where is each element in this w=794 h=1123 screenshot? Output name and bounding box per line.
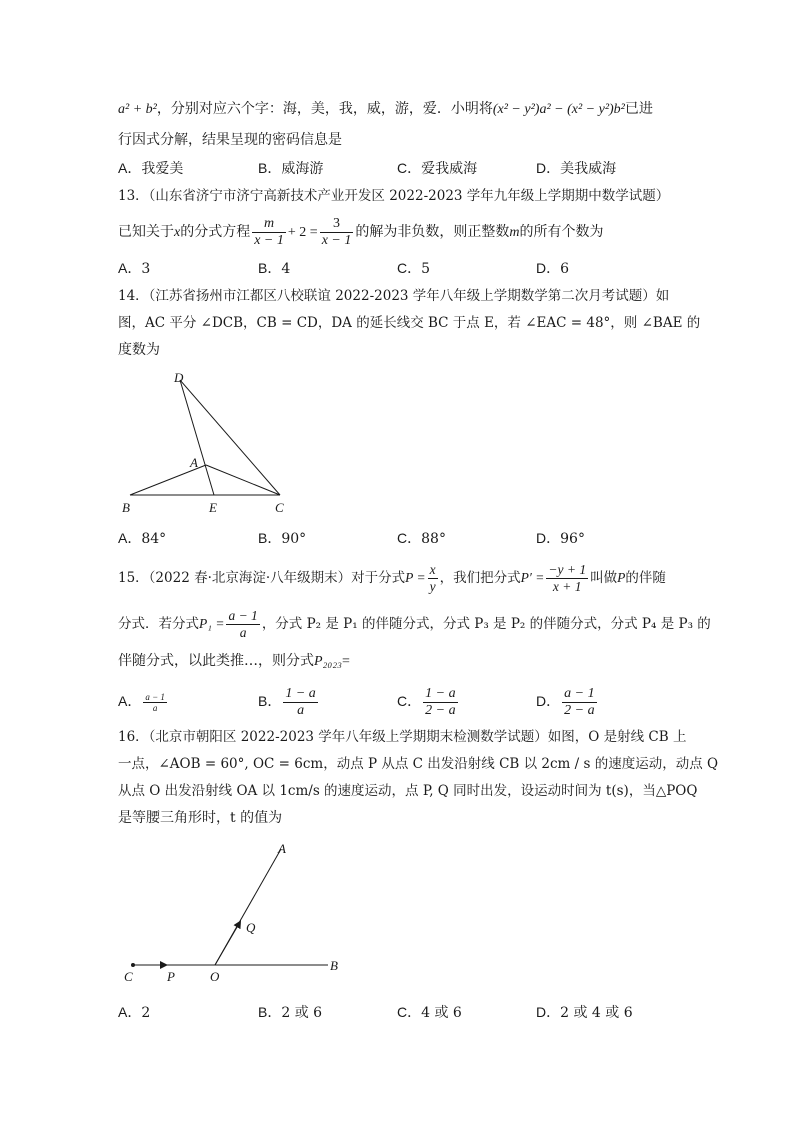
q15-option-a[interactable] xyxy=(118,684,169,719)
q13-option-d[interactable] xyxy=(536,258,569,279)
q12-suffix: 已进 xyxy=(624,101,653,117)
q13-option-a[interactable] xyxy=(118,258,150,279)
option-label: B． xyxy=(258,530,282,546)
pprime-eq: P′ = xyxy=(520,570,545,585)
var-p: P xyxy=(617,570,626,585)
option-label: D． xyxy=(536,260,561,276)
frac-den: a xyxy=(297,702,305,718)
p2023: P₂₀₂₃ xyxy=(314,654,343,669)
q12-option-d[interactable] xyxy=(536,158,616,179)
option-text: 88° xyxy=(421,531,446,547)
option-label: D． xyxy=(536,693,561,709)
eq-mid: + 2 = xyxy=(287,225,318,240)
q12-option-a[interactable] xyxy=(118,158,183,179)
option-text: 4 或 6 xyxy=(421,1005,462,1021)
label-q: Q xyxy=(246,920,256,935)
q16-line1: 16．（北京市朝阳区 2022-2023 学年八年级上学期期末检测数学试题）如图，O 是射线 CB 上 xyxy=(118,729,687,745)
q12-option-b[interactable] xyxy=(258,158,323,179)
frac-num: −y + 1 xyxy=(548,562,587,577)
frac-num: m xyxy=(252,216,286,233)
option-text: 威海游 xyxy=(281,161,324,177)
fraction xyxy=(546,562,588,595)
fraction xyxy=(428,562,438,595)
label-o: O xyxy=(210,969,220,984)
option-label: C． xyxy=(397,260,422,276)
option-text: 84° xyxy=(141,531,167,547)
q16-line4: 是等腰三角形时，t 的值为 xyxy=(118,810,283,826)
q12-expr-a2b2: a² + b² xyxy=(118,102,157,117)
q16-line3: 从点 O 出发沿射线 OA 以 1cm/s 的速度运动，点 P, Q 同时出发，设运动时间为 t(s)，当△POQ xyxy=(118,783,698,799)
option-label: C． xyxy=(397,530,422,546)
label-e: E xyxy=(209,500,217,515)
q14-option-c[interactable] xyxy=(397,528,446,549)
option-label: A． xyxy=(118,1004,142,1020)
fraction xyxy=(320,216,354,249)
q14-line3: 度数为 xyxy=(118,342,160,358)
option-label: A． xyxy=(118,160,142,176)
frac-den: a xyxy=(152,702,158,713)
option-text: 90° xyxy=(281,531,307,547)
q13-text-c: 的解为非负数，则正整数 xyxy=(355,224,510,240)
option-text: 2 或 4 或 6 xyxy=(560,1005,633,1021)
frac-den: x + 1 xyxy=(552,579,582,594)
segment-dc xyxy=(180,380,280,495)
label-c: C xyxy=(275,500,284,515)
p-eq: P = xyxy=(405,570,426,585)
option-label: D． xyxy=(536,1004,561,1020)
q15-line2-b: ，分式 P₂ 是 P₁ 的伴随分式，分式 P₃ 是 P₂ 的伴随分式，分式 P₄ 是 P₃ 的 xyxy=(261,616,711,632)
option-text: 爱我威海 xyxy=(421,161,478,177)
option-text: 2 xyxy=(141,1005,151,1021)
option-label: B． xyxy=(258,160,282,176)
q15-text-b: ，我们把分式 xyxy=(439,570,521,586)
segment-ac xyxy=(206,465,280,495)
frac-den: 2 − a xyxy=(425,702,456,718)
frac-num: a − 1 xyxy=(145,691,165,702)
label-p: P xyxy=(167,969,175,984)
q16-option-b[interactable] xyxy=(258,1002,322,1023)
q13-text-d: 的所有个数为 xyxy=(519,224,604,240)
q12-line2: 行因式分解，结果呈现的密码信息是 xyxy=(118,132,342,148)
fraction xyxy=(226,608,259,641)
equals: = xyxy=(342,654,350,669)
label-d: D xyxy=(174,370,184,385)
arrow-q xyxy=(215,922,240,965)
q15-option-b[interactable] xyxy=(258,684,320,719)
option-label: D． xyxy=(536,160,561,176)
option-label: A． xyxy=(118,693,142,709)
label-b: B xyxy=(122,500,130,515)
label-c: C xyxy=(124,969,133,984)
q14-line1: 14．（江苏省扬州市江都区八校联谊 2022-2023 学年八年级上学期数学第二次月考试题）如 xyxy=(118,288,670,304)
var-m: m xyxy=(509,225,520,240)
q13-option-b[interactable] xyxy=(258,258,290,279)
option-label: B． xyxy=(258,1004,282,1020)
q14-option-d[interactable] xyxy=(536,528,585,549)
q15-line2-a: 分式．若分式 xyxy=(118,616,199,632)
q12-line1 xyxy=(118,99,653,120)
option-text: 5 xyxy=(421,261,431,277)
q13-text-a: 已知关于 xyxy=(118,224,174,240)
q14-figure xyxy=(110,365,310,525)
q15-line1 xyxy=(118,560,666,596)
frac-num: a − 1 xyxy=(564,685,595,701)
option-text: 6 xyxy=(560,261,570,277)
label-b: B xyxy=(330,958,338,973)
option-text: 美我威海 xyxy=(560,161,617,177)
option-text: 4 xyxy=(281,261,291,277)
segment-de xyxy=(180,380,214,495)
q15-line3-text: 伴随分式，以此类推…，则分式 xyxy=(118,653,314,669)
option-label: D． xyxy=(536,530,561,546)
q16-option-a[interactable] xyxy=(118,1002,150,1023)
option-label: C． xyxy=(397,1004,422,1020)
q16-figure xyxy=(118,835,358,985)
q12-option-c[interactable] xyxy=(397,158,477,179)
option-label: B． xyxy=(258,260,282,276)
q16-line2: 一点，∠AOB = 60°, OC = 6cm，动点 P 从点 C 出发沿射线 CB 以 2cm / s 的速度运动，动点 Q xyxy=(118,756,719,772)
q15-line2 xyxy=(118,606,711,642)
q13-text-b: 的分式方程 xyxy=(180,224,251,240)
q15-option-c[interactable] xyxy=(397,684,460,719)
option-text: 96° xyxy=(560,531,585,547)
fraction xyxy=(143,692,167,713)
frac-num: x xyxy=(429,562,436,577)
q13-option-c[interactable] xyxy=(397,258,430,279)
frac-den: x − 1 xyxy=(254,232,284,248)
option-label: C． xyxy=(397,693,422,709)
q12-text: ，分别对应六个字：海，美，我，威，游，爱．小明将 xyxy=(156,101,493,117)
option-text: 2 或 6 xyxy=(281,1005,323,1021)
frac-den: 2 − a xyxy=(564,702,595,718)
label-a: A xyxy=(190,455,198,470)
fraction xyxy=(252,216,286,249)
q14-option-b[interactable] xyxy=(258,528,306,549)
option-text: 我爱美 xyxy=(141,161,184,177)
q14-line2: 图，AC 平分 ∠DCB，CB = CD，DA 的延长线交 BC 于点 E，若 ∠EAC = 48°，则 ∠BAE 的 xyxy=(118,315,701,331)
fraction xyxy=(562,686,596,719)
q12-expr: (x² − y²)a² − (x² − y²)b² xyxy=(492,102,625,117)
frac-num: 1 − a xyxy=(285,685,316,701)
q14-option-a[interactable] xyxy=(118,528,166,549)
frac-num: a − 1 xyxy=(228,608,258,623)
q15-option-d[interactable] xyxy=(536,684,599,719)
point-c xyxy=(131,963,135,967)
frac-num: 3 xyxy=(320,216,354,233)
p1-eq: P₁ = xyxy=(199,616,225,631)
q16-option-d[interactable] xyxy=(536,1002,633,1023)
option-label: C． xyxy=(397,160,422,176)
fraction xyxy=(283,686,317,719)
q15-text-a: 15．（2022 春·北京海淀·八年级期末）对于分式 xyxy=(118,570,406,586)
q15-line3 xyxy=(118,651,350,672)
option-label: B． xyxy=(258,693,282,709)
label-a: A xyxy=(278,841,286,856)
q13-question xyxy=(118,214,603,251)
option-text: 3 xyxy=(141,261,151,277)
fraction xyxy=(423,686,457,719)
option-label: A． xyxy=(118,530,142,546)
q15-text-d: 的伴随 xyxy=(625,570,666,586)
var-x: x xyxy=(174,225,181,240)
q13-header: 13．（山东省济宁市济宁高新技术产业开发区 2022-2023 学年九年级上学期期中数学试题） xyxy=(118,188,670,204)
q16-option-c[interactable] xyxy=(397,1002,462,1023)
frac-den: a xyxy=(239,625,247,640)
frac-num: 1 − a xyxy=(425,685,456,701)
option-label: A． xyxy=(118,260,142,276)
q15-text-c: 叫做 xyxy=(590,570,618,586)
frac-den: x − 1 xyxy=(321,232,352,248)
frac-den: y xyxy=(429,579,436,594)
